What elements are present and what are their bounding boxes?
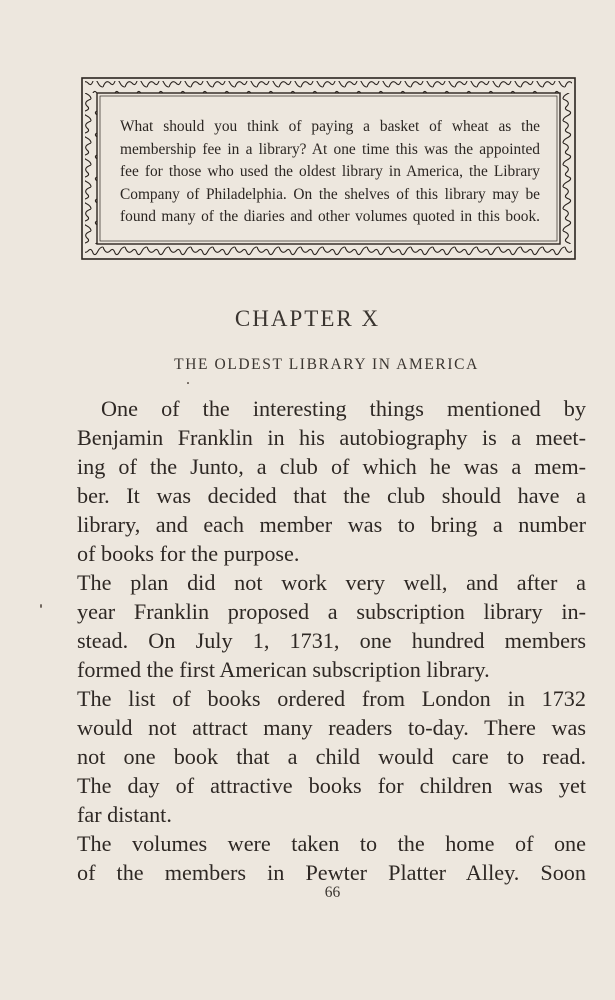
- intro-line: membership fee in a library? At one time this was the appointed: [120, 140, 540, 158]
- intro-line: found many of the diaries and other volumes quoted in this book.: [120, 208, 540, 225]
- body-line: The volumes were taken to the home of one: [77, 831, 586, 856]
- intro-line: Company of Philadelphia. On the shelves of this library may be: [120, 185, 540, 203]
- body-line: library, and each member was to bring a number: [77, 512, 586, 537]
- intro-line: fee for those who used the oldest library in America, the Library: [120, 163, 540, 180]
- body-line: not one book that a child would care to read.: [77, 744, 586, 769]
- body-line: would not attract many readers to-day. There was: [77, 715, 586, 740]
- body-line: Benjamin Franklin in his autobiography is a meet-: [77, 425, 586, 450]
- chapter-heading: CHAPTER X: [234, 306, 381, 331]
- body-line: year Franklin proposed a subscription library in-: [77, 599, 586, 624]
- chapter-title: THE OLDEST LIBRARY IN AMERICA: [174, 356, 479, 373]
- body-line: ing of the Junto, a club of which he was a mem-: [77, 454, 586, 479]
- intro-line: What should you think of paying a basket of wheat as the: [120, 118, 540, 135]
- body-line: of books for the purpose.: [77, 541, 300, 566]
- body-line: The day of attractive books for children was yet: [77, 773, 586, 798]
- chapter-intro-note: [120, 116, 540, 229]
- body-line: far distant.: [77, 802, 172, 827]
- body-line: stead. On July 1, 1731, one hundred members: [77, 628, 586, 653]
- paper-speck: [187, 382, 189, 384]
- body-line: of the members in Pewter Platter Alley. Soon: [77, 860, 586, 885]
- body-line: The list of books ordered from London in 1732: [77, 686, 586, 711]
- body-line: The plan did not work very well, and after a: [77, 570, 586, 595]
- body-text: [77, 394, 586, 887]
- body-line: formed the first American subscription library.: [77, 657, 490, 682]
- body-line: ber. It was decided that the club should have a: [77, 483, 586, 508]
- body-line: One of the interesting things mentioned by: [101, 396, 586, 421]
- paper-speck: [40, 604, 42, 608]
- page-number: 66: [324, 884, 341, 901]
